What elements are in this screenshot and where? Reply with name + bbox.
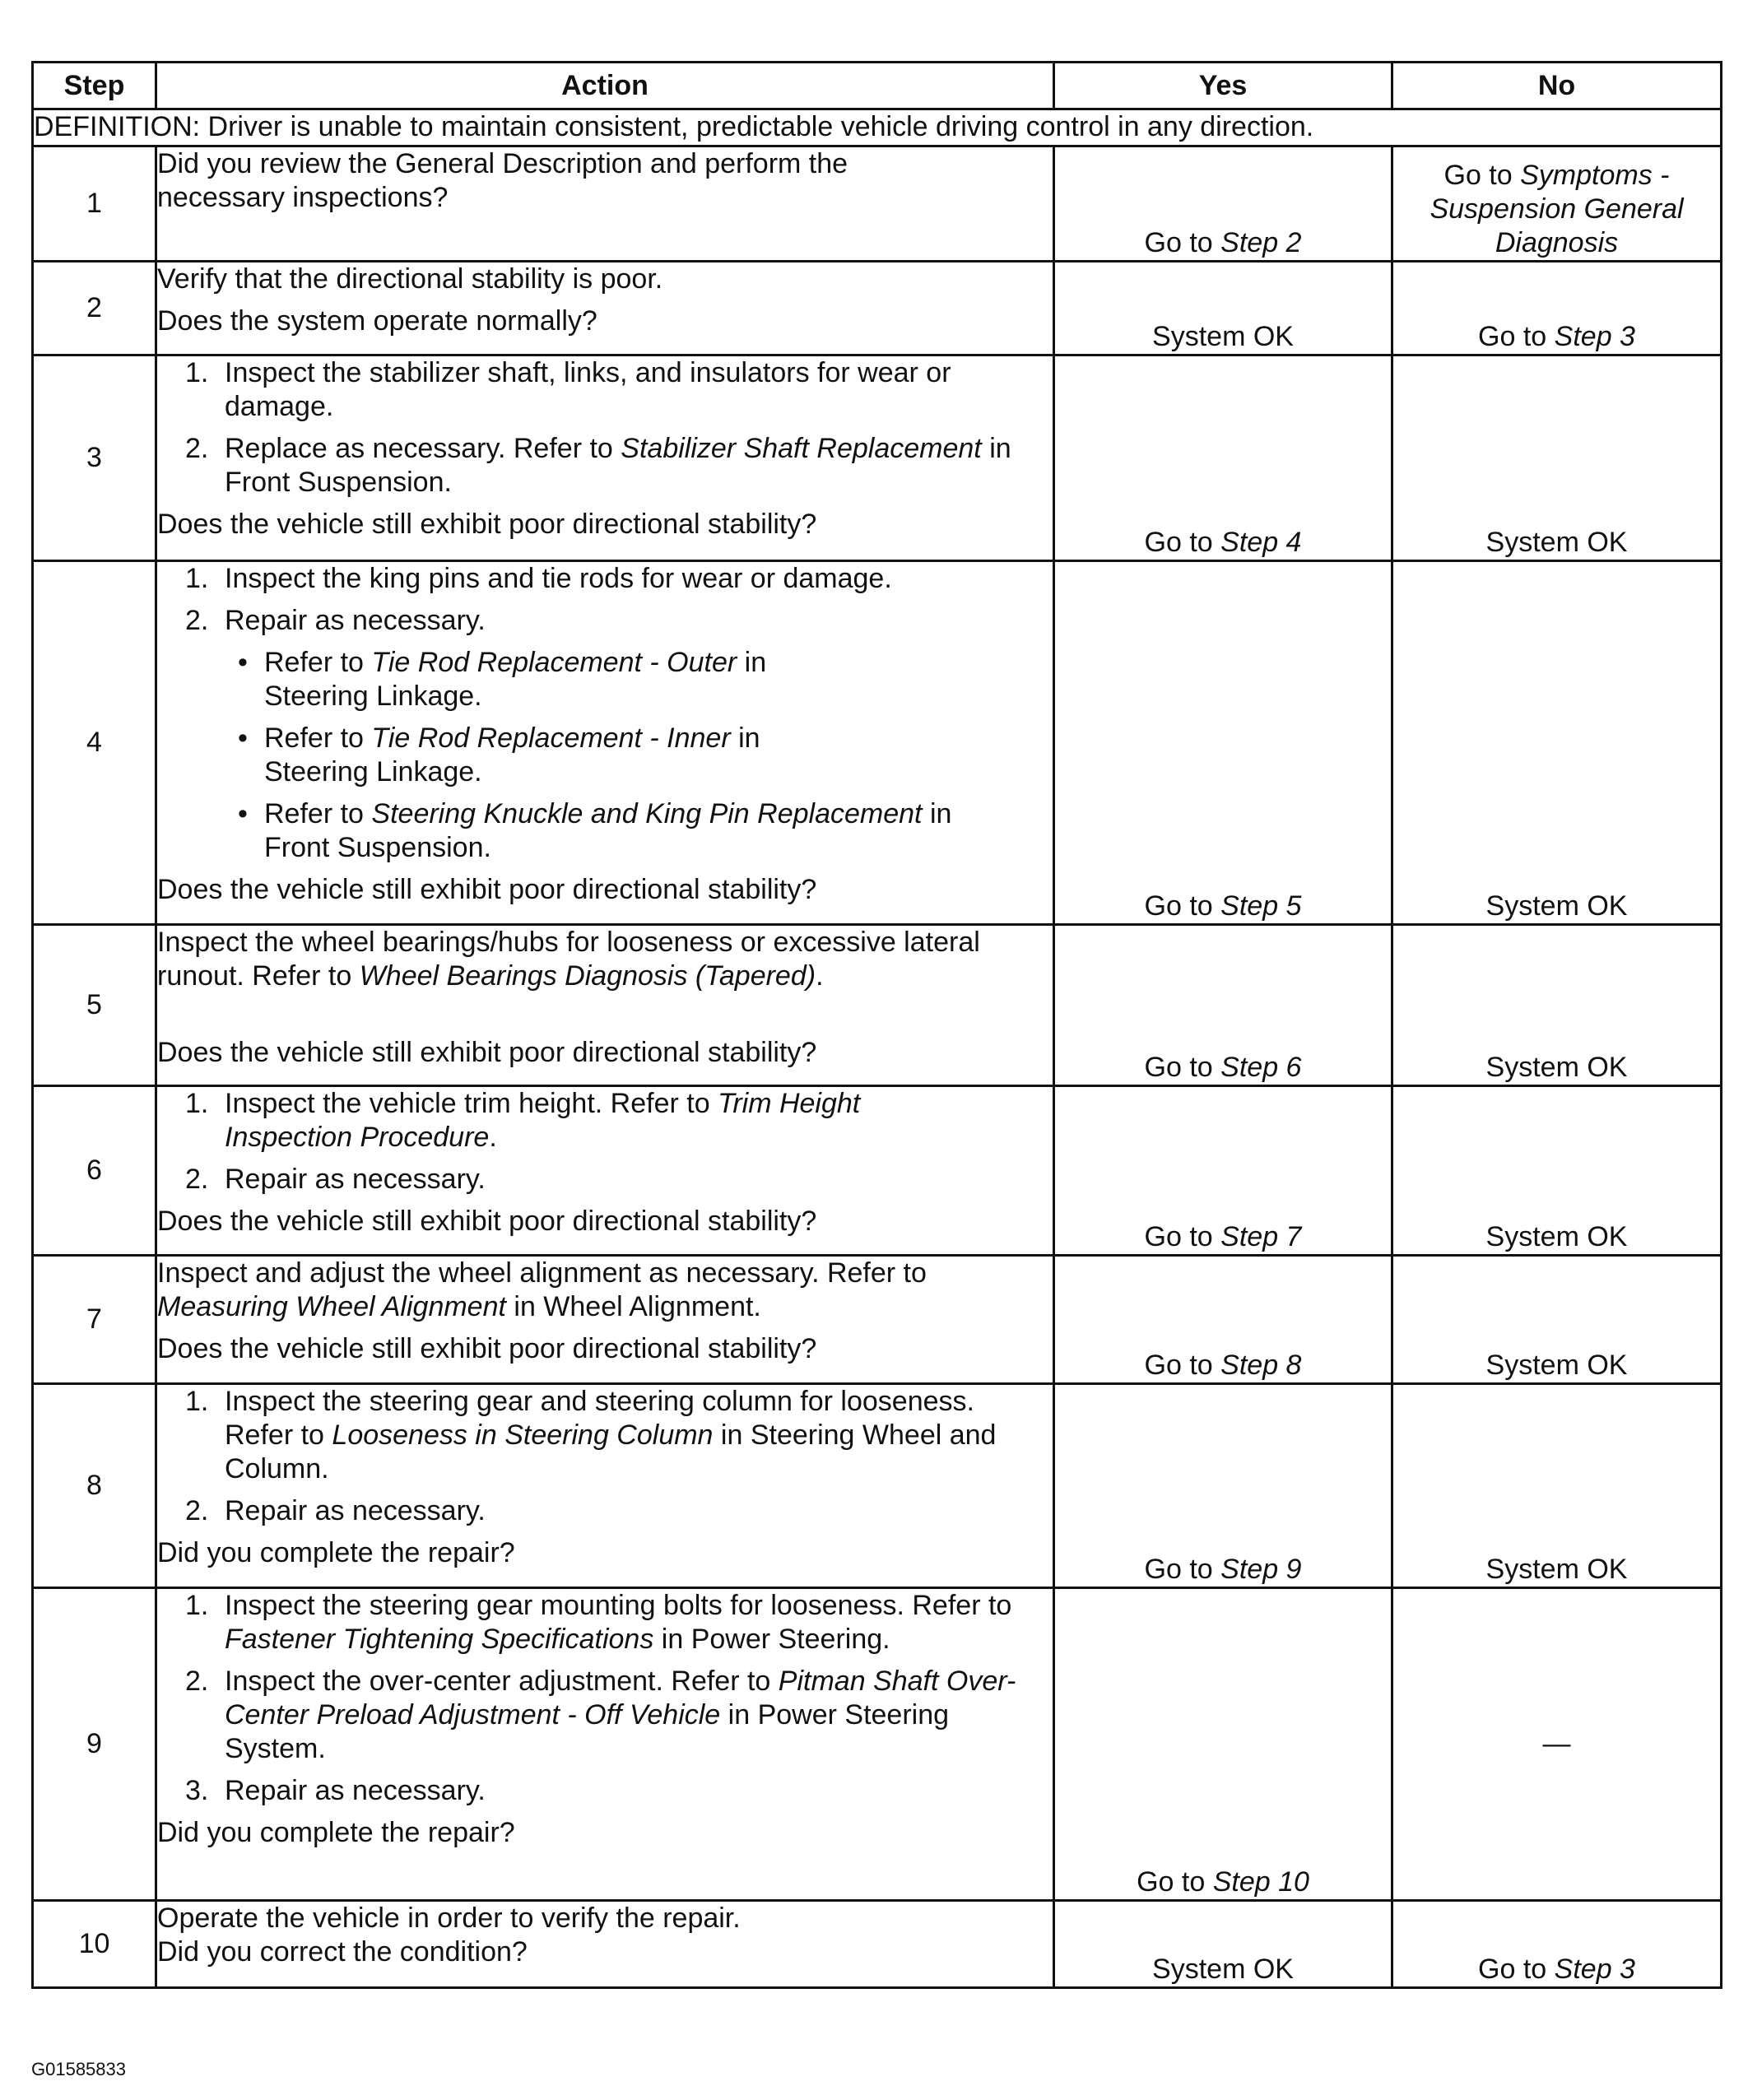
question-text: Did you complete the repair?: [157, 1537, 515, 1568]
header-action: Action: [156, 63, 1054, 109]
yes-cell: [1054, 146, 1392, 262]
table-row: [33, 1901, 1722, 1988]
step-reference-link[interactable]: Step 8: [1220, 1350, 1302, 1381]
no-cell: System OK: [1392, 1256, 1722, 1384]
table-row: [33, 262, 1722, 355]
yes-cell: [1054, 1256, 1392, 1384]
action-cell: [156, 262, 1054, 355]
instruction-text: Inspect and adjust the wheel alignment as necessary. Refer to Measuring Wheel Alignment in Wheel Alignment.: [157, 1257, 927, 1322]
header-yes: Yes: [1054, 63, 1392, 109]
yes-cell: System OK: [1054, 262, 1392, 355]
definition-text: DEFINITION: Driver is unable to maintain consistent, predictable vehicle driving control in any direction.: [33, 109, 1722, 146]
header-step: Step: [33, 63, 156, 109]
procedure-reference-link[interactable]: Wheel Bearings Diagnosis (Tapered): [359, 960, 816, 992]
step-number: 4: [33, 561, 156, 925]
step-reference-link[interactable]: Step 7: [1220, 1221, 1302, 1252]
go-to-text: Go to: [1144, 527, 1213, 558]
go-to-text: Go to: [1478, 321, 1547, 352]
yes-cell: [1054, 355, 1392, 561]
figure-id: G01585833: [31, 2059, 126, 2079]
go-to-text: Go to: [1144, 890, 1213, 922]
no-cell: System OK: [1392, 1384, 1722, 1588]
no-cell: System OK: [1392, 1086, 1722, 1256]
step-reference-link[interactable]: Step 9: [1220, 1554, 1302, 1585]
action-cell: [156, 355, 1054, 561]
list-item: 2. Replace as necessary. Refer to Stabilizer Shaft Replacement in Front Suspension.: [185, 433, 1011, 498]
no-cell: —: [1392, 1588, 1722, 1901]
step-reference-link[interactable]: Step 5: [1220, 890, 1302, 922]
step-number: 1: [33, 146, 156, 262]
list-item: 2. Repair as necessary. • Refer to Tie Rod Replacement - Outer in Steering Linkage. • Refer to Tie Rod Replacement - Inner in Steering Linkage. • Refer to Steering Knuckle and King Pin Replacement in Front Suspension.: [185, 604, 1053, 865]
action-cell: [156, 1901, 1054, 1988]
procedure-reference-link[interactable]: Pitman Shaft Over-Center Preload Adjustment - Off Vehicle: [225, 1666, 1016, 1731]
step-reference-link[interactable]: Step 6: [1220, 1052, 1302, 1083]
symptoms-reference-link[interactable]: Symptoms - Suspension General Diagnosis: [1430, 160, 1684, 258]
question-text: Did you complete the repair?: [157, 1817, 515, 1848]
item-number: 1.: [185, 1088, 209, 1119]
step-number: 2: [33, 262, 156, 355]
go-to-text: Go to: [1137, 1866, 1206, 1898]
procedure-reference-link[interactable]: Fastener Tightening Specifications: [225, 1624, 654, 1655]
list-item: 1. Inspect the steering gear and steering column for looseness. Refer to Looseness in Steering Column in Steering Wheel and Column.: [185, 1386, 997, 1484]
question-text: Does the system operate normally?: [157, 305, 597, 337]
instruction-text: Operate the vehicle in order to verify the repair.: [157, 1903, 741, 1934]
action-list: [157, 356, 1053, 499]
no-cell: [1392, 1901, 1722, 1988]
item-number: 2.: [185, 433, 209, 464]
action-cell: [156, 561, 1054, 925]
item-number: 1.: [185, 1590, 209, 1621]
action-cell: [156, 1086, 1054, 1256]
yes-cell: [1054, 1086, 1392, 1256]
list-item: 2. Repair as necessary.: [185, 1164, 486, 1195]
list-item: 2. Repair as necessary.: [185, 1495, 486, 1526]
action-cell: [156, 925, 1054, 1086]
no-cell: [1392, 146, 1722, 262]
step-number: 3: [33, 355, 156, 561]
list-item: 1. Inspect the stabilizer shaft, links, and insulators for wear or damage.: [185, 357, 951, 422]
step-reference-link[interactable]: Step 3: [1554, 321, 1635, 352]
table-row: [33, 1588, 1722, 1901]
yes-cell: [1054, 561, 1392, 925]
bullet-item: • Refer to Steering Knuckle and King Pin Replacement in Front Suspension.: [238, 798, 952, 863]
go-to-text: Go to: [1144, 1052, 1213, 1083]
step-number: 9: [33, 1588, 156, 1901]
no-cell: System OK: [1392, 355, 1722, 561]
question-text: Does the vehicle still exhibit poor directional stability?: [157, 1206, 817, 1237]
go-to-text: Go to: [1144, 1221, 1213, 1252]
table-row: [33, 925, 1722, 1086]
step-number: 5: [33, 925, 156, 1086]
definition-row: [33, 109, 1722, 146]
item-number: 3.: [185, 1775, 209, 1806]
yes-cell: System OK: [1054, 1901, 1392, 1988]
no-cell: [1392, 262, 1722, 355]
procedure-reference-link[interactable]: Trim Height Inspection Procedure: [225, 1088, 861, 1153]
item-number: 2.: [185, 605, 209, 636]
list-item: 1. Inspect the king pins and tie rods for wear or damage.: [185, 563, 892, 594]
list-item: 1. Inspect the steering gear mounting bolts for looseness. Refer to Fastener Tightening Specifications in Power Steering.: [185, 1590, 1012, 1655]
bullet-item: • Refer to Tie Rod Replacement - Inner in Steering Linkage.: [238, 722, 760, 788]
procedure-reference-link[interactable]: Looseness in Steering Column: [332, 1419, 714, 1451]
item-number: 1.: [185, 1386, 209, 1417]
question-text: Does the vehicle still exhibit poor directional stability?: [157, 1333, 817, 1364]
item-number: 2.: [185, 1495, 209, 1526]
instruction-text: Inspect the wheel bearings/hubs for looseness or excessive lateral runout. Refer to Wheel Bearings Diagnosis (Tapered).: [157, 927, 980, 992]
table-row: [33, 1384, 1722, 1588]
table-row: [33, 561, 1722, 925]
question-text: Did you review the General Description and perform the necessary inspections?: [157, 148, 848, 213]
procedure-reference-link[interactable]: Tie Rod Replacement - Outer: [371, 647, 737, 678]
action-cell: [156, 1384, 1054, 1588]
no-cell: System OK: [1392, 925, 1722, 1086]
procedure-reference-link[interactable]: Stabilizer Shaft Replacement: [621, 433, 982, 464]
table-row: [33, 146, 1722, 262]
table-row: [33, 1256, 1722, 1384]
yes-cell: [1054, 925, 1392, 1086]
item-number: 1.: [185, 357, 209, 388]
go-to-text: Go to: [1144, 1554, 1213, 1585]
procedure-reference-link[interactable]: Measuring Wheel Alignment: [157, 1291, 506, 1322]
yes-cell: [1054, 1588, 1392, 1901]
header-row: [33, 63, 1722, 109]
step-number: 10: [33, 1901, 156, 1988]
procedure-reference-link[interactable]: Tie Rod Replacement - Inner: [371, 722, 731, 754]
yes-cell: [1054, 1384, 1392, 1588]
step-reference-link[interactable]: Step 10: [1212, 1866, 1309, 1898]
step-number: 6: [33, 1086, 156, 1256]
list-item: 3. Repair as necessary.: [185, 1775, 486, 1806]
header-no: No: [1392, 63, 1722, 109]
bullet-item: • Refer to Tie Rod Replacement - Outer in Steering Linkage.: [238, 647, 767, 712]
action-list: [157, 1385, 1053, 1528]
question-text: Did you correct the condition?: [157, 1936, 528, 1968]
diagnostic-table: [31, 61, 1722, 1989]
action-cell: [156, 146, 1054, 262]
action-list: [157, 1589, 1053, 1808]
item-number: 1.: [185, 563, 209, 594]
step-reference-link[interactable]: Step 4: [1220, 527, 1302, 558]
procedure-reference-link[interactable]: Steering Knuckle and King Pin Replacement: [371, 798, 923, 829]
action-list: [157, 1087, 1053, 1196]
question-text: Does the vehicle still exhibit poor directional stability?: [157, 509, 817, 540]
go-to-text: Go to: [1144, 227, 1213, 258]
question-text: Does the vehicle still exhibit poor directional stability?: [157, 1037, 817, 1068]
question-text: Does the vehicle still exhibit poor directional stability?: [157, 874, 817, 905]
step-number: 7: [33, 1256, 156, 1384]
action-list: [157, 562, 1053, 865]
action-cell: [156, 1256, 1054, 1384]
no-cell: System OK: [1392, 561, 1722, 925]
go-to-text: Go to: [1478, 1954, 1547, 1985]
action-cell: [156, 1588, 1054, 1901]
go-to-text: Go to: [1443, 160, 1513, 191]
step-reference-link[interactable]: Step 2: [1220, 227, 1302, 258]
list-item: 2. Inspect the over-center adjustment. Refer to Pitman Shaft Over-Center Preload Adjustment - Off Vehicle in Power Steering System.: [185, 1666, 1016, 1764]
step-number: 8: [33, 1384, 156, 1588]
list-item: 1. Inspect the vehicle trim height. Refer to Trim Height Inspection Procedure.: [185, 1088, 861, 1153]
step-reference-link[interactable]: Step 3: [1554, 1954, 1635, 1985]
go-to-text: Go to: [1144, 1350, 1213, 1381]
instruction-text: Verify that the directional stability is poor.: [157, 263, 663, 295]
item-number: 2.: [185, 1666, 209, 1697]
table-row: [33, 355, 1722, 561]
item-number: 2.: [185, 1164, 209, 1195]
table-row: [33, 1086, 1722, 1256]
bullet-list: [225, 646, 1053, 865]
